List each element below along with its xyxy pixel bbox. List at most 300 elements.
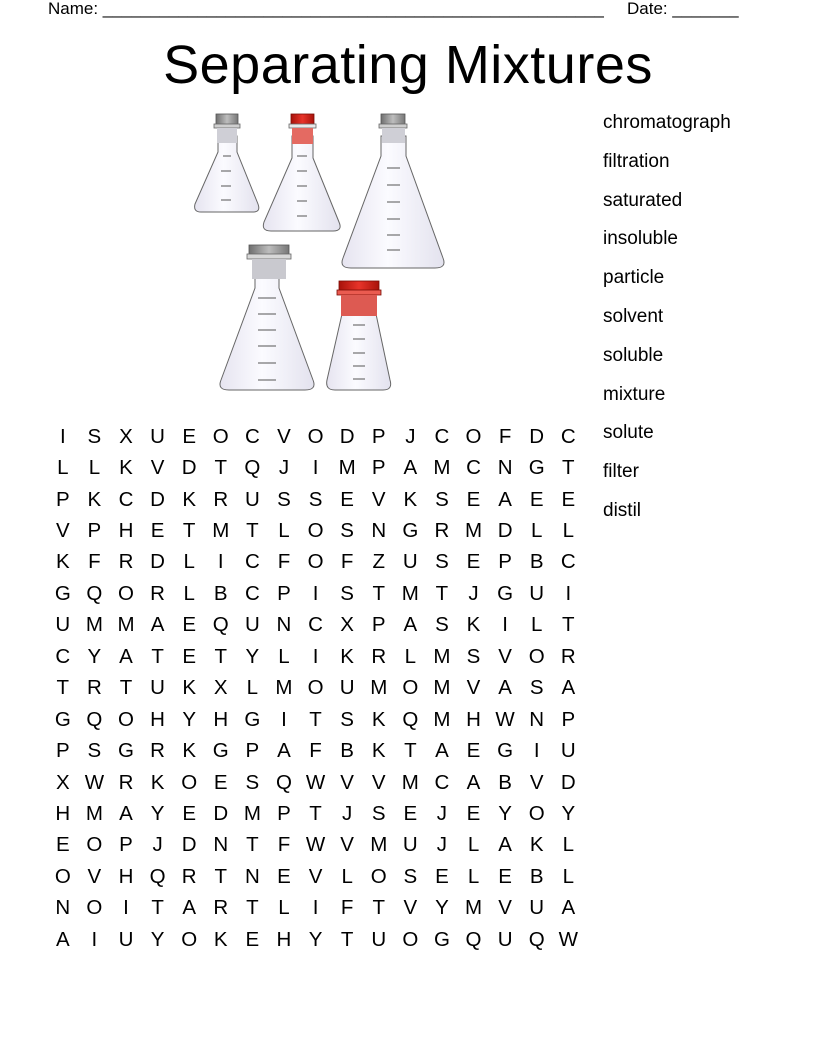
grid-letter[interactable]: M bbox=[85, 613, 103, 637]
grid-letter[interactable]: K bbox=[371, 739, 386, 763]
grid-letter[interactable]: P bbox=[371, 456, 386, 480]
grid-letter[interactable]: L bbox=[531, 519, 543, 543]
grid-letter[interactable]: M bbox=[243, 801, 261, 825]
page-title: Separating Mixtures bbox=[163, 35, 653, 95]
grid-letter[interactable]: V bbox=[277, 424, 291, 448]
grid-letter[interactable]: B bbox=[340, 739, 354, 763]
grid-letter[interactable]: O bbox=[181, 927, 198, 951]
grid-letter[interactable]: P bbox=[55, 487, 70, 511]
grid-letter[interactable]: V bbox=[529, 770, 544, 794]
grid-letter[interactable]: V bbox=[371, 770, 386, 794]
grid-letter[interactable]: L bbox=[183, 550, 195, 574]
grid-letter[interactable]: R bbox=[213, 896, 229, 920]
grid-letter[interactable]: O bbox=[307, 424, 324, 448]
grid-letter[interactable]: S bbox=[308, 487, 323, 511]
grid-letter[interactable]: E bbox=[55, 833, 70, 857]
grid-letter[interactable]: Y bbox=[150, 927, 165, 951]
grid-letter[interactable]: D bbox=[150, 487, 165, 511]
grid-letter[interactable]: Y bbox=[308, 927, 323, 951]
grid-letter[interactable]: V bbox=[308, 864, 323, 888]
grid-letter[interactable]: Q bbox=[149, 864, 166, 888]
grid-letter[interactable]: H bbox=[213, 707, 229, 731]
grid-letter[interactable]: H bbox=[118, 864, 134, 888]
grid-letter[interactable]: V bbox=[55, 519, 70, 543]
grid-letter[interactable]: N bbox=[55, 896, 71, 920]
grid-letter[interactable]: B bbox=[529, 864, 544, 888]
grid-letter[interactable]: T bbox=[309, 707, 322, 731]
grid-letter[interactable]: E bbox=[182, 801, 197, 825]
grid-letter[interactable]: Y bbox=[498, 801, 512, 825]
grid-letter[interactable]: K bbox=[182, 487, 197, 511]
word-list-item: mixture bbox=[603, 383, 666, 405]
grid-letter[interactable]: T bbox=[372, 581, 385, 605]
grid-letter[interactable]: A bbox=[561, 896, 576, 920]
grid-letter[interactable]: M bbox=[370, 833, 388, 857]
grid-letter[interactable]: M bbox=[464, 896, 483, 920]
grid-letter[interactable]: A bbox=[561, 676, 576, 700]
grid-letter[interactable]: U bbox=[560, 739, 576, 763]
grid-letter[interactable]: G bbox=[433, 927, 450, 951]
word-list-item: solvent bbox=[603, 305, 664, 327]
grid-letter[interactable]: E bbox=[403, 801, 418, 825]
grid-letter[interactable]: X bbox=[119, 424, 133, 448]
grid-letter[interactable]: F bbox=[340, 896, 354, 920]
grid-letter[interactable]: M bbox=[338, 456, 356, 480]
flask-small-red bbox=[327, 281, 391, 390]
grid-letter[interactable]: C bbox=[560, 550, 576, 574]
grid-letter[interactable]: O bbox=[307, 519, 324, 543]
grid-letter[interactable]: P bbox=[277, 801, 291, 825]
grid-letter[interactable]: T bbox=[214, 644, 228, 668]
grid-letter[interactable]: Q bbox=[86, 581, 103, 605]
grid-letter[interactable]: D bbox=[529, 424, 545, 448]
grid-letter[interactable]: L bbox=[562, 833, 574, 857]
grid-letter[interactable]: Y bbox=[245, 644, 260, 668]
grid-letter[interactable]: L bbox=[467, 864, 480, 888]
grid-letter[interactable]: L bbox=[278, 519, 290, 543]
grid-letter[interactable]: I bbox=[565, 581, 572, 605]
grid-letter[interactable]: A bbox=[277, 739, 291, 763]
grid-letter[interactable]: C bbox=[244, 550, 260, 574]
grid-letter[interactable]: G bbox=[528, 456, 545, 480]
grid-letter[interactable]: U bbox=[402, 550, 418, 574]
grid-letter[interactable]: R bbox=[118, 770, 134, 794]
grid-letter[interactable]: L bbox=[562, 864, 574, 888]
grid-letter[interactable]: E bbox=[466, 487, 481, 511]
grid-letter[interactable]: K bbox=[182, 739, 197, 763]
grid-letter[interactable]: T bbox=[214, 864, 228, 888]
grid-letter[interactable]: V bbox=[498, 896, 512, 920]
grid-letter[interactable]: K bbox=[119, 456, 133, 480]
grid-letter[interactable]: D bbox=[181, 456, 197, 480]
grid-letter[interactable]: M bbox=[401, 770, 419, 794]
grid-letter[interactable]: V bbox=[340, 770, 354, 794]
grid-letter[interactable]: R bbox=[560, 644, 576, 668]
grid-letter[interactable]: W bbox=[558, 927, 578, 951]
grid-letter[interactable]: V bbox=[371, 487, 386, 511]
grid-letter[interactable]: S bbox=[340, 519, 354, 543]
grid-letter[interactable]: N bbox=[497, 456, 513, 480]
grid-letter[interactable]: Z bbox=[372, 550, 385, 574]
grid-letter[interactable]: L bbox=[404, 644, 417, 668]
grid-letter[interactable]: I bbox=[312, 456, 319, 480]
grid-letter[interactable]: W bbox=[495, 707, 515, 731]
grid-letter[interactable]: N bbox=[276, 613, 292, 637]
grid-letter[interactable]: A bbox=[403, 613, 418, 637]
grid-letter[interactable]: I bbox=[533, 739, 540, 763]
grid-letter[interactable]: P bbox=[371, 613, 386, 637]
grid-letter[interactable]: S bbox=[435, 550, 449, 574]
grid-letter[interactable]: O bbox=[54, 864, 71, 888]
grid-letter[interactable]: F bbox=[88, 550, 101, 574]
grid-letter[interactable]: L bbox=[562, 519, 574, 543]
grid-row bbox=[47, 547, 584, 578]
grid-letter[interactable]: A bbox=[466, 770, 481, 794]
grid-letter[interactable]: F bbox=[277, 833, 291, 857]
grid-letter[interactable]: S bbox=[435, 613, 449, 637]
grid-letter[interactable]: E bbox=[182, 424, 197, 448]
grid-letter[interactable]: M bbox=[433, 676, 451, 700]
grid-letter[interactable]: S bbox=[403, 864, 418, 888]
grid-letter[interactable]: G bbox=[212, 739, 229, 763]
grid-letter[interactable]: U bbox=[150, 424, 165, 448]
grid-letter[interactable]: Q bbox=[465, 927, 482, 951]
grid-letter[interactable]: H bbox=[276, 927, 292, 951]
grid-letter[interactable]: L bbox=[57, 456, 69, 480]
grid-letter[interactable]: U bbox=[150, 676, 165, 700]
grid-letter[interactable]: T bbox=[182, 519, 196, 543]
grid-letter[interactable]: D bbox=[560, 770, 576, 794]
grid-letter[interactable]: E bbox=[150, 519, 165, 543]
grid-letter[interactable]: T bbox=[246, 519, 259, 543]
grid-letter[interactable]: E bbox=[213, 770, 228, 794]
grid-letter[interactable]: Q bbox=[86, 707, 103, 731]
grid-letter[interactable]: T bbox=[309, 801, 322, 825]
grid-letter[interactable]: A bbox=[435, 739, 449, 763]
grid-letter[interactable]: R bbox=[434, 519, 450, 543]
grid-letter[interactable]: O bbox=[307, 550, 324, 574]
grid-letter[interactable]: C bbox=[118, 487, 134, 511]
grid-letter[interactable]: C bbox=[244, 581, 260, 605]
grid-letter[interactable]: U bbox=[55, 613, 71, 637]
grid-letter[interactable]: L bbox=[183, 581, 195, 605]
grid-letter[interactable]: C bbox=[434, 424, 450, 448]
grid-letter[interactable]: A bbox=[119, 644, 133, 668]
grid-letter[interactable]: U bbox=[118, 927, 134, 951]
grid-letter[interactable]: C bbox=[560, 424, 576, 448]
grid-letter[interactable]: P bbox=[119, 833, 133, 857]
grid-letter[interactable]: I bbox=[217, 550, 224, 574]
grid-letter[interactable]: V bbox=[150, 456, 165, 480]
grid-letter[interactable]: S bbox=[371, 801, 386, 825]
grid-letter[interactable]: Q bbox=[402, 707, 419, 731]
grid-letter[interactable]: P bbox=[87, 519, 102, 543]
grid-letter[interactable]: U bbox=[497, 927, 513, 951]
grid-letter[interactable]: S bbox=[435, 487, 449, 511]
grid-letter[interactable]: T bbox=[435, 581, 449, 605]
grid-letter[interactable]: T bbox=[214, 456, 228, 480]
grid-letter[interactable]: C bbox=[244, 424, 260, 448]
grid-letter[interactable]: M bbox=[117, 613, 135, 637]
grid-letter[interactable]: E bbox=[466, 550, 481, 574]
grid-letter[interactable]: M bbox=[212, 519, 230, 543]
grid-letter[interactable]: L bbox=[278, 896, 290, 920]
grid-letter[interactable]: D bbox=[181, 833, 197, 857]
grid-letter[interactable]: O bbox=[402, 927, 419, 951]
grid-letter[interactable]: C bbox=[466, 456, 481, 480]
grid-letter[interactable]: A bbox=[498, 676, 512, 700]
grid-letter[interactable]: L bbox=[88, 456, 101, 480]
grid-letter[interactable]: R bbox=[118, 550, 134, 574]
grid-letter[interactable]: K bbox=[182, 676, 197, 700]
grid-letter[interactable]: M bbox=[433, 707, 451, 731]
grid-letter[interactable]: J bbox=[152, 833, 163, 857]
grid-letter[interactable]: E bbox=[498, 864, 512, 888]
grid-letter[interactable]: E bbox=[561, 487, 576, 511]
grid-letter[interactable]: N bbox=[371, 519, 387, 543]
grid-letter[interactable]: K bbox=[466, 613, 481, 637]
grid-letter[interactable]: S bbox=[245, 770, 260, 794]
grid-letter[interactable]: U bbox=[529, 581, 545, 605]
grid-letter[interactable]: I bbox=[312, 896, 319, 920]
grid-letter[interactable]: D bbox=[213, 801, 229, 825]
grid-letter[interactable]: W bbox=[305, 770, 326, 794]
grid-letter[interactable]: U bbox=[529, 896, 545, 920]
grid-letter[interactable]: C bbox=[55, 644, 71, 668]
grid-letter[interactable]: R bbox=[181, 864, 197, 888]
grid-letter[interactable]: J bbox=[468, 581, 479, 605]
grid-letter[interactable]: A bbox=[182, 896, 197, 920]
grid-letter[interactable]: F bbox=[277, 550, 291, 574]
grid-letter[interactable]: G bbox=[54, 707, 71, 731]
grid-letter[interactable]: K bbox=[150, 770, 165, 794]
grid-letter[interactable]: K bbox=[403, 487, 418, 511]
grid-letter[interactable]: O bbox=[528, 644, 545, 668]
grid-letter[interactable]: U bbox=[244, 487, 260, 511]
grid-letter[interactable]: T bbox=[562, 613, 575, 637]
grid-letter[interactable]: R bbox=[150, 581, 165, 605]
grid-letter[interactable]: S bbox=[529, 676, 544, 700]
grid-letter[interactable]: Y bbox=[435, 896, 449, 920]
grid-letter[interactable]: O bbox=[118, 707, 134, 731]
grid-letter[interactable]: L bbox=[531, 613, 543, 637]
grid-letter[interactable]: H bbox=[466, 707, 481, 731]
grid-letter[interactable]: K bbox=[213, 927, 228, 951]
grid-letter[interactable]: D bbox=[497, 519, 513, 543]
grid-letter[interactable]: T bbox=[246, 896, 259, 920]
grid-letter[interactable]: H bbox=[118, 519, 134, 543]
grid-letter[interactable]: R bbox=[371, 644, 387, 668]
grid-letter[interactable]: B bbox=[529, 550, 544, 574]
grid-letter[interactable]: U bbox=[339, 676, 355, 700]
grid-row bbox=[47, 767, 584, 798]
grid-letter[interactable]: O bbox=[370, 864, 387, 888]
grid-letter[interactable]: K bbox=[371, 707, 386, 731]
grid-letter[interactable]: M bbox=[370, 676, 388, 700]
grid-letter[interactable]: S bbox=[340, 581, 354, 605]
grid-row bbox=[47, 610, 584, 641]
grid-letter[interactable]: G bbox=[54, 581, 71, 605]
grid-letter[interactable]: X bbox=[55, 770, 70, 794]
grid-letter[interactable]: C bbox=[308, 613, 323, 637]
grid-letter[interactable]: U bbox=[371, 927, 387, 951]
grid-letter[interactable]: L bbox=[246, 676, 259, 700]
grid-letter[interactable]: W bbox=[84, 770, 105, 794]
grid-letter[interactable]: R bbox=[86, 676, 102, 700]
grid-letter[interactable]: D bbox=[150, 550, 165, 574]
grid-letter[interactable]: S bbox=[466, 644, 481, 668]
grid-letter[interactable]: V bbox=[340, 833, 354, 857]
grid-letter[interactable]: M bbox=[433, 456, 451, 480]
grid-letter[interactable]: B bbox=[213, 581, 228, 605]
grid-letter[interactable]: A bbox=[498, 487, 512, 511]
grid-letter[interactable]: E bbox=[466, 801, 481, 825]
grid-letter[interactable]: L bbox=[467, 833, 480, 857]
grid-letter[interactable]: E bbox=[182, 613, 197, 637]
grid-letter[interactable]: G bbox=[244, 707, 261, 731]
grid-letter[interactable]: O bbox=[307, 676, 324, 700]
grid-letter[interactable]: E bbox=[245, 927, 260, 951]
grid-letter[interactable]: G bbox=[118, 739, 134, 763]
grid-letter[interactable]: I bbox=[281, 707, 287, 731]
grid-letter[interactable]: N bbox=[244, 864, 260, 888]
grid-letter[interactable]: A bbox=[119, 801, 133, 825]
grid-letter[interactable]: K bbox=[55, 550, 70, 574]
grid-letter[interactable]: A bbox=[150, 613, 165, 637]
grid-letter[interactable]: S bbox=[87, 424, 102, 448]
grid-letter[interactable]: O bbox=[118, 581, 134, 605]
grid-letter[interactable]: Y bbox=[87, 644, 102, 668]
grid-letter[interactable]: Q bbox=[528, 927, 545, 951]
grid-letter[interactable]: I bbox=[312, 581, 319, 605]
flask-medium-red bbox=[263, 114, 340, 231]
grid-letter[interactable]: N bbox=[213, 833, 229, 857]
grid-letter[interactable]: X bbox=[340, 613, 354, 637]
grid-letter[interactable]: Q bbox=[275, 770, 292, 794]
grid-letter[interactable]: Y bbox=[182, 707, 197, 731]
grid-letter[interactable]: M bbox=[433, 644, 451, 668]
grid-letter[interactable]: J bbox=[436, 801, 448, 825]
grid-letter[interactable]: T bbox=[56, 676, 70, 700]
grid-letter[interactable]: G bbox=[497, 739, 514, 763]
grid-letter[interactable]: U bbox=[402, 833, 418, 857]
grid-letter[interactable]: E bbox=[340, 487, 354, 511]
grid-letter[interactable]: T bbox=[246, 833, 259, 857]
grid-letter[interactable]: I bbox=[91, 927, 98, 951]
grid-letter[interactable]: E bbox=[529, 487, 544, 511]
grid-letter[interactable]: Q bbox=[212, 613, 229, 637]
grid-letter[interactable]: T bbox=[372, 896, 385, 920]
grid-letter[interactable]: D bbox=[339, 424, 355, 448]
grid-letter[interactable]: X bbox=[213, 676, 228, 700]
grid-letter[interactable]: P bbox=[371, 424, 386, 448]
grid-letter[interactable]: S bbox=[340, 707, 354, 731]
word-list bbox=[603, 110, 731, 537]
grid-letter[interactable]: S bbox=[87, 739, 102, 763]
grid-letter[interactable]: O bbox=[402, 676, 419, 700]
grid-letter[interactable]: A bbox=[498, 833, 512, 857]
grid-letter[interactable]: M bbox=[85, 801, 103, 825]
grid-letter[interactable]: M bbox=[401, 581, 419, 605]
grid-letter[interactable]: O bbox=[528, 801, 545, 825]
grid-letter[interactable]: V bbox=[87, 864, 102, 888]
grid-letter[interactable]: J bbox=[278, 456, 290, 480]
grid-letter[interactable]: J bbox=[436, 833, 448, 857]
grid-letter[interactable]: T bbox=[151, 896, 164, 920]
grid-letter[interactable]: W bbox=[305, 833, 326, 857]
grid-letter[interactable]: S bbox=[277, 487, 291, 511]
grid-letter[interactable]: N bbox=[529, 707, 545, 731]
grid-row bbox=[47, 924, 584, 955]
grid-letter[interactable]: T bbox=[151, 644, 164, 668]
grid-letter[interactable]: U bbox=[244, 613, 260, 637]
grid-letter[interactable]: C bbox=[434, 770, 450, 794]
grid-letter[interactable]: T bbox=[340, 927, 354, 951]
word-list-item: solute bbox=[603, 422, 654, 444]
grid-letter[interactable]: F bbox=[309, 739, 322, 763]
grid-letter[interactable]: F bbox=[340, 550, 354, 574]
grid-letter[interactable]: O bbox=[181, 770, 198, 794]
grid-letter[interactable]: A bbox=[55, 927, 70, 951]
grid-letter[interactable]: Y bbox=[561, 801, 576, 825]
grid-letter[interactable]: Q bbox=[244, 456, 261, 480]
grid-letter[interactable]: T bbox=[119, 676, 133, 700]
grid-letter[interactable]: G bbox=[497, 581, 514, 605]
grid-letter[interactable]: L bbox=[341, 864, 353, 888]
grid-letter[interactable]: O bbox=[212, 424, 229, 448]
grid-letter[interactable]: T bbox=[562, 456, 575, 480]
grid-letter[interactable]: K bbox=[340, 644, 354, 668]
grid-letter[interactable]: F bbox=[498, 424, 512, 448]
grid-letter[interactable]: J bbox=[405, 424, 416, 448]
grid-letter[interactable]: P bbox=[561, 707, 576, 731]
grid-letter[interactable]: L bbox=[278, 644, 290, 668]
grid-letter[interactable]: O bbox=[465, 424, 482, 448]
grid-letter[interactable]: E bbox=[277, 864, 291, 888]
grid-letter[interactable]: R bbox=[213, 487, 229, 511]
grid-letter[interactable]: I bbox=[502, 613, 508, 637]
grid-letter[interactable]: J bbox=[342, 801, 353, 825]
grid-letter[interactable]: I bbox=[312, 644, 319, 668]
grid-letter[interactable]: E bbox=[435, 864, 449, 888]
grid-letter[interactable]: P bbox=[245, 739, 260, 763]
grid-letter[interactable]: G bbox=[402, 519, 419, 543]
grid-letter[interactable]: K bbox=[87, 487, 102, 511]
grid-letter[interactable]: Y bbox=[150, 801, 165, 825]
grid-letter[interactable]: H bbox=[150, 707, 165, 731]
grid-letter[interactable]: I bbox=[123, 896, 129, 920]
grid-letter[interactable]: P bbox=[498, 550, 512, 574]
grid-letter[interactable]: A bbox=[403, 456, 418, 480]
grid-letter[interactable]: O bbox=[86, 833, 103, 857]
grid-letter[interactable]: E bbox=[182, 644, 197, 668]
grid-letter[interactable]: O bbox=[86, 896, 103, 920]
grid-letter[interactable]: R bbox=[150, 739, 165, 763]
grid-letter[interactable]: T bbox=[404, 739, 417, 763]
grid-letter[interactable]: V bbox=[466, 676, 481, 700]
grid-letter[interactable]: K bbox=[529, 833, 544, 857]
grid-letter[interactable]: I bbox=[59, 424, 66, 448]
grid-letter[interactable]: V bbox=[403, 896, 418, 920]
grid-letter[interactable]: P bbox=[277, 581, 291, 605]
grid-letter[interactable]: P bbox=[55, 739, 70, 763]
grid-letter[interactable]: V bbox=[498, 644, 512, 668]
grid-letter[interactable]: M bbox=[275, 676, 293, 700]
grid-letter[interactable]: B bbox=[498, 770, 512, 794]
grid-letter[interactable]: E bbox=[466, 739, 481, 763]
grid-letter[interactable]: M bbox=[464, 519, 483, 543]
grid-letter[interactable]: H bbox=[55, 801, 71, 825]
